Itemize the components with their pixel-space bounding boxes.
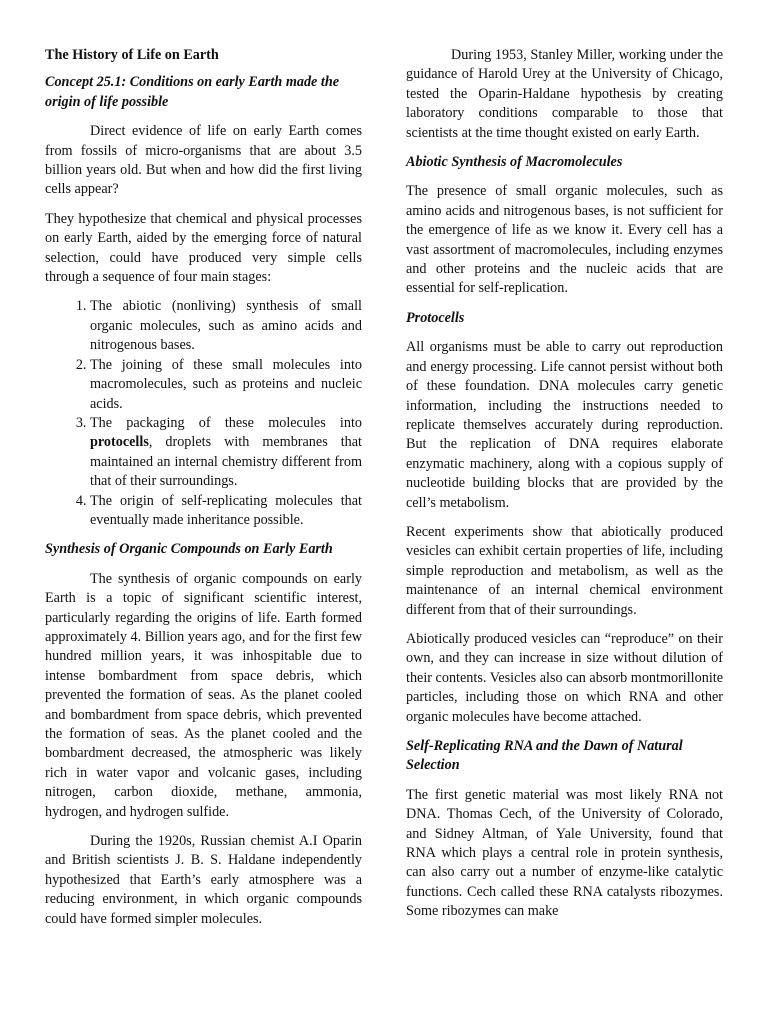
paragraph-macromolecules: The presence of small organic molecules, such as amino acids and nitrogenous bases, is not sufficient for the emergence of life as we know it. Every cell has a vast assortment of macromolecules, including enzymes and other proteins and the nucleic acids that are essential for self-replication.	[406, 183, 723, 297]
paragraph-vesicles-reproduce: Abiotically produced vesicles can “reproduce” on their own, and they can increase in size without dilution of their contents. Vesicles also can absorb montmorillonite particles, including those on which RNA and other organic molecules have become attached.	[406, 630, 723, 725]
paragraph-rna: The first genetic material was most likely RNA not DNA. Thomas Cech, of the University of Colorado, and Sidney Altman, of Yale University, found that RNA which plays a central role in protein synthesis, can also carry out a number of enzyme-like catalytic functions. Cech called these RNA catalysts ribozymes. Some ribozymes can make	[406, 786, 723, 920]
protocells-term: protocells	[90, 434, 149, 451]
paragraph-organisms: All organisms must be able to carry out reproduction and energy processing. Life cannot persist without both of these foundation. DNA molecules carry genetic information, including the instructions needed to replicate themselves accurately during reproduction. But the replication of DNA requires elaborate enzymatic machinery, along with a copious supply of nucleotide building blocks that are provided by the cell’s metabolism.	[406, 339, 723, 511]
left-column	[45, 46, 362, 929]
stage-item-3-after: , droplets with membranes that maintained an internal chemistry different from that of their surroundings.	[90, 434, 362, 490]
paragraph-miller: During 1953, Stanley Miller, working under the guidance of Harold Urey at the University of Chicago, tested the Oparin-Haldane hypothesis by creating laboratory conditions comparable to those that scientists at the time thought existed on early Earth.	[406, 47, 723, 141]
concept-heading: Concept 25.1: Conditions on early Earth made the origin of life possible	[45, 74, 340, 110]
rna-heading: Self-Replicating RNA and the Dawn of Natural Selection	[406, 738, 683, 774]
stage-item-3	[90, 414, 362, 492]
stage-item-2: 2. The joining of these small molecules into macromolecules, such as proteins and nucleic acids.	[90, 356, 362, 414]
stage-item-4: 4. The origin of self-replicating molecules that eventually made inheritance possible.	[90, 492, 362, 531]
abiotic-heading: Abiotic Synthesis of Macromolecules	[406, 154, 623, 171]
protocells-heading: Protocells	[406, 309, 465, 326]
stages-list	[45, 297, 362, 530]
stage-item-3-before: The packaging of these molecules into	[90, 414, 362, 431]
paragraph-hypothesis: They hypothesize that chemical and physical processes on early Earth, aided by the emerging force of natural selection, could have produced very simple cells through a sequence of four main stages:	[45, 210, 362, 286]
paragraph-oparin-haldane: During the 1920s, Russian chemist A.I Oparin and British scientists J. B. S. Haldane independently hypothesized that Earth’s early atmosphere was a reducing environment, in which organic compounds could have formed simpler molecules.	[45, 833, 362, 927]
stage-item-1: 1. The abiotic (nonliving) synthesis of small organic molecules, such as amino acids and nitrogenous bases.	[90, 297, 362, 355]
paragraph-fossil-evidence: Direct evidence of life on early Earth comes from fossils of micro-organisms that are about 3.5 billion years old. But when and how did the first living cells appear?	[45, 123, 362, 198]
paragraph-synthesis: The synthesis of organic compounds on early Earth is a topic of significant scientific interest, particularly regarding the origins of life. Earth formed approximately 4. Billion years ago, and for the first few hundred million years, it was inhospitable due to intense bombardment from space debris, which prevented the formation of seas. As the planet cooled and bombardment from space debris, which prevented the formation of seas. As the planet cooled and the bombardment decreased, the atmospheric was likely rich in water vapor and volcanic gases, including nitrogen, carbon dioxide, methane, ammonia, hydrogen, and hydrogen sulfide.	[45, 570, 362, 820]
right-column	[406, 46, 723, 922]
synthesis-heading: Synthesis of Organic Compounds on Early Earth	[45, 541, 333, 558]
document-title: The History of Life on Earth	[45, 47, 219, 63]
paragraph-vesicles-experiments: Recent experiments show that abiotically produced vesicles can exhibit certain properties of life, including simple reproduction and metabolism, as well as the maintenance of an internal chemical environment different from that of their surroundings.	[406, 523, 723, 618]
